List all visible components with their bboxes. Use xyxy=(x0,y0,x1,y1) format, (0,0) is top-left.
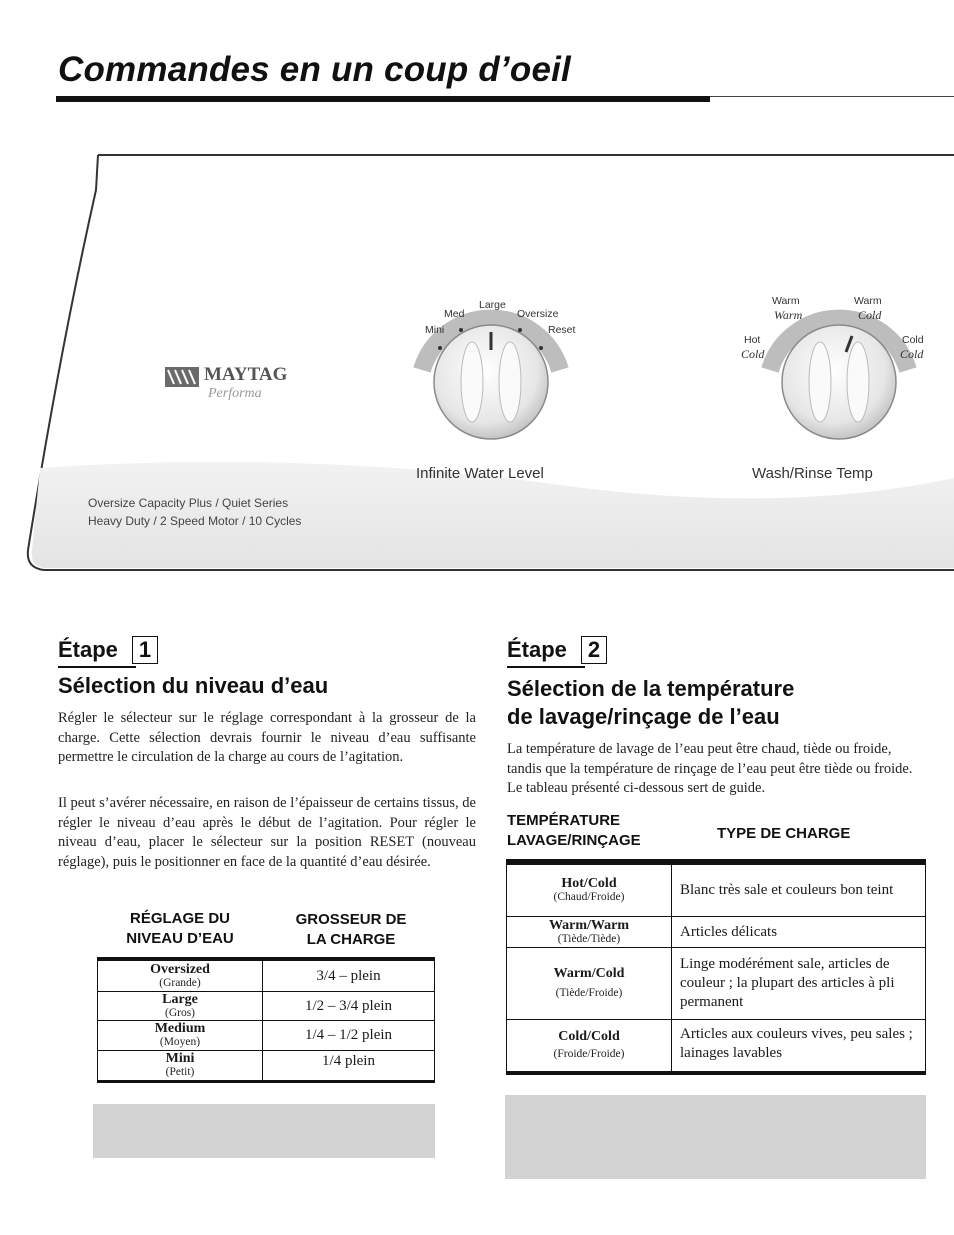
temp-dial-pos-1-rinse: Cold xyxy=(741,347,765,361)
table-row: Warm/Warm (Tiède/Tiède) Articles délicats xyxy=(507,917,926,948)
water-dial-pos-med: Med xyxy=(444,308,465,320)
step1-note-box xyxy=(93,1104,435,1158)
title-rule-extension xyxy=(710,96,954,97)
temp-dial-label: Wash/Rinse Temp xyxy=(752,465,873,482)
maytag-logo xyxy=(165,367,199,387)
table-row: Mini (Petit) 1/4 plein xyxy=(98,1051,435,1081)
temp-dial-pos-2-wash: Warm xyxy=(772,295,800,307)
table-row: Large (Gros) 1/2 – 3/4 plein xyxy=(98,992,435,1021)
temp-dial-pos-3-wash: Warm xyxy=(854,295,882,307)
step1-table-header-setting: RÉGLAGE DU NIVEAU D’EAU xyxy=(126,910,234,947)
step2-underline xyxy=(507,666,585,668)
model-line-2: Heavy Duty / 2 Speed Motor / 10 Cycles xyxy=(88,514,302,528)
page-title: Commandes en un coup d’oeil xyxy=(58,50,571,89)
step2-table-header-temp: TEMPÉRATURE LAVAGE/RINÇAGE xyxy=(507,812,641,849)
table-row: Cold/Cold (Froide/Froide) Articles aux couleurs vives, peu sales ; lainages lavables xyxy=(507,1020,926,1072)
step1-label: Étape xyxy=(58,637,118,662)
control-panel-drawing xyxy=(0,150,954,575)
step1-paragraph-2: Il peut s’avérer nécessaire, en raison de l’épaisseur de certains tissus, de régler le niveau d’eau après le début de l’agitation. Pour régler le niveau d’eau, placer le sélecteur sur la position RESET (nouveau réglage), puis le positionner en face de la quantité d’eau désirée. xyxy=(58,795,476,870)
step1-heading xyxy=(58,636,158,664)
brand-subline: Performa xyxy=(208,386,262,401)
step1-paragraph-1: Régler le sélecteur sur le réglage correspondant à la grosseur de la charge. Cette sélection devrais fournir le niveau d’eau suffisante permettre le circulation de la charge au cours de l’agitation. xyxy=(58,710,476,765)
step2-paragraph: La température de lavage de l’eau peut être chaud, tiède ou froide, tandis que la température de rinçage de l’eau peut être tiède ou froide. Le tableau présenté ci-dessous sert de guide. xyxy=(507,741,913,796)
temperature-table xyxy=(506,864,926,1072)
temp-dial-pos-2-rinse: Warm xyxy=(774,308,803,322)
table-row: Hot/Cold (Chaud/Froide) Blanc très sale et couleurs bon teint xyxy=(507,865,926,917)
model-line-1: Oversize Capacity Plus / Quiet Series xyxy=(88,496,289,510)
water-dial-pos-reset: Reset xyxy=(548,324,576,336)
step1-title: Sélection du niveau d’eau xyxy=(58,673,329,698)
water-dial-pos-oversize: Oversize xyxy=(517,308,559,320)
step2-heading xyxy=(507,636,607,664)
table-row: Warm/Cold (Tiède/Froide) Linge modérément sale, articles de couleur ; la plupart des articles à pli permanent xyxy=(507,948,926,1020)
water-level-dial xyxy=(422,299,576,439)
water-dial-pos-large: Large xyxy=(479,299,506,311)
wash-rinse-temp-dial xyxy=(741,295,924,439)
title-rule xyxy=(56,96,710,102)
step2-label: Étape xyxy=(507,637,567,662)
step2-table-header-load: TYPE DE CHARGE xyxy=(717,825,851,842)
step1-number: 1 xyxy=(132,636,158,664)
step2-note-box xyxy=(505,1095,926,1179)
water-level-table xyxy=(97,960,435,1081)
table-row: Medium (Moyen) 1/4 – 1/2 plein xyxy=(98,1021,435,1051)
temp-dial-pos-4-rinse: Cold xyxy=(900,347,924,361)
water-dial-pos-mini: Mini xyxy=(425,324,445,336)
water-dial-label: Infinite Water Level xyxy=(416,465,544,482)
table-row: Oversized (Grande) 3/4 – plein xyxy=(98,961,435,992)
temp-dial-pos-3-rinse: Cold xyxy=(858,308,882,322)
temp-dial-pos-4-wash: Cold xyxy=(902,334,924,346)
brand-name: MAYTAG xyxy=(204,364,288,385)
temp-dial-pos-1-wash: Hot xyxy=(744,334,761,346)
step2-number: 2 xyxy=(581,636,607,664)
step2-title: Sélection de la température de lavage/rinçage de l’eau xyxy=(507,676,795,729)
step1-underline xyxy=(58,666,136,668)
step1-table-header-load: GROSSEUR DE LA CHARGE xyxy=(295,911,407,948)
control-panel-illustration xyxy=(0,150,954,575)
step2-table-bottom-rule xyxy=(506,1072,926,1075)
step1-table-bottom-rule xyxy=(97,1080,435,1083)
